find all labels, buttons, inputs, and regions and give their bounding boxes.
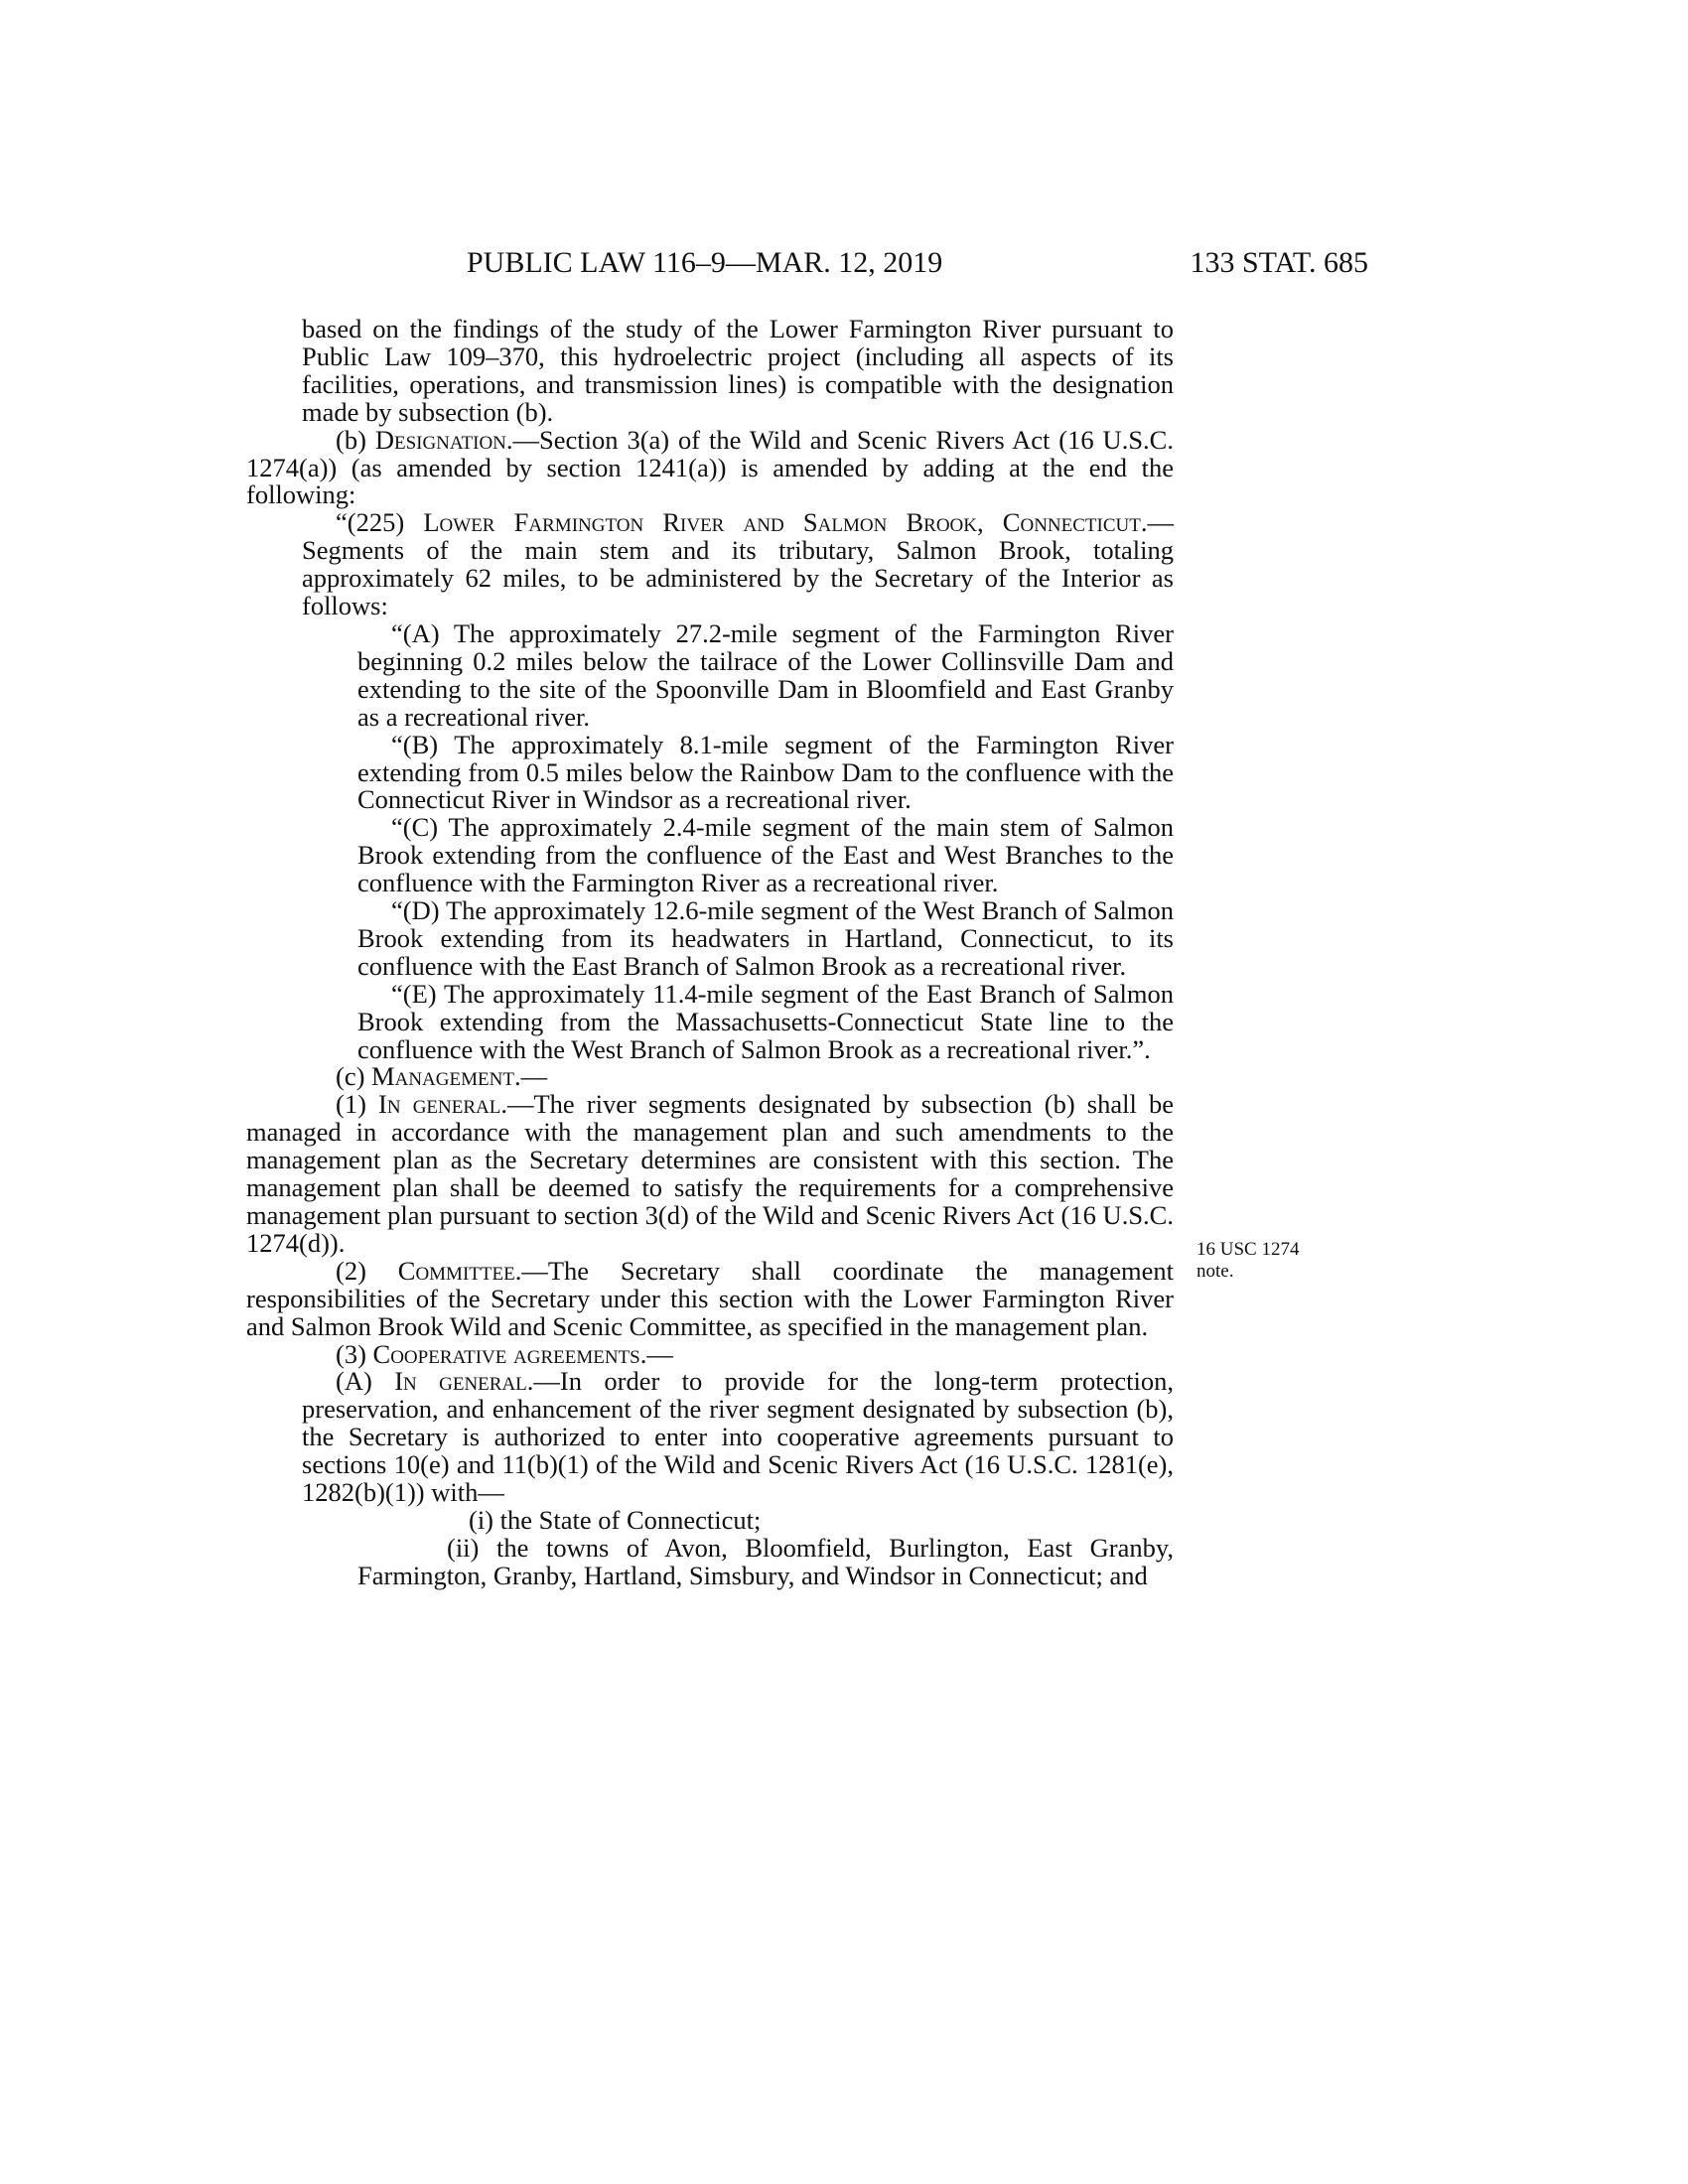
- subparagraph-c: “(C) The approximately 2.4-mile segment of the main stem of Salmon Brook extending from the confluence of the East and West Branches to the confluence with the Farmington River as a recreational river.: [357, 812, 1174, 898]
- paragraph-continuation: based on the findings of the study of the Lower Farmington River pursuant to Public Law 109–370, this hydroelectric project (including all aspects of its facilities, operations, and transmission lines) is compatible with the designation made by subsection (b).: [302, 314, 1174, 427]
- paragraph-2-committee: [246, 1255, 1174, 1341]
- subparagraph-a-in-general: [302, 1368, 1174, 1507]
- subparagraph-heading: In general: [394, 1366, 527, 1397]
- paragraph-heading: Committee: [397, 1255, 515, 1286]
- subparagraph-text: .—In order to provide for the long-term protection, preservation, and enhancement of the river segment designated by subsection (b), the Secretary is authorized to enter into cooperative agreements pursuant to sections 10(e) and 11(b)(1) of the Wild and Scenic Rivers Act (16 U.S.C. 1281(e), 1282(b)(1)) with—: [302, 1366, 1174, 1508]
- subparagraph-e: “(E) The approximately 11.4-mile segment of the East Branch of Salmon Brook extending from the Massachusetts-Connecticut State line to the confluence with the West Branch of Salmon Brook as a recreational river.”.: [357, 978, 1174, 1064]
- subsection-text: .—Section 3(a) of the Wild and Scenic Rivers Act (16 U.S.C. 1274(a)) (as amended by section 1241(a)) is amended by adding at the end the following:: [246, 424, 1174, 510]
- paragraph-3-cooperative-agreements: [246, 1338, 1174, 1369]
- subparagraph-d: “(D) The approximately 12.6-mile segment of the West Branch of Salmon Brook extending from its headwaters in Hartland, Connecticut, to its confluence with the East Branch of Salmon Brook as a recreational river.: [357, 895, 1174, 981]
- margin-note-citation: 16 USC 1274: [1196, 1239, 1300, 1260]
- paragraph-heading: Lower Farmington River and Salmon Brook, Connecticut: [423, 507, 1141, 538]
- subsection-b-designation: [246, 424, 1174, 510]
- page-header: [467, 246, 1368, 286]
- running-head: PUBLIC LAW 116–9—MAR. 12, 2019: [467, 246, 943, 279]
- paragraph-number: (2): [336, 1255, 398, 1286]
- subparagraph-a: “(A) The approximately 27.2-mile segment of the Farmington River beginning 0.2 miles below the tailrace of the Lower Collinsville Dam and extending to the site of the Spoonville Dam in Bloomfield and East Granby as a recreational river.: [357, 617, 1174, 732]
- paragraph-heading: Cooperative agreements: [372, 1338, 640, 1369]
- subsection-heading: Management: [371, 1061, 514, 1092]
- margin-note-label: note.: [1196, 1261, 1234, 1282]
- subsection-number: (b): [336, 424, 375, 455]
- paragraph-1-in-general: [246, 1091, 1174, 1257]
- subparagraph-b: “(B) The approximately 8.1-mile segment of the Farmington River extending from 0.5 miles below the Rainbow Dam to the confluence with the Connecticut River in Windsor as a recreational river.: [357, 729, 1174, 815]
- subsection-number: (c): [336, 1061, 372, 1092]
- paragraph-number: “(225): [336, 507, 424, 538]
- paragraph-text: .—The Secretary shall coordinate the management responsibilities of the Secretary under this section with the Lower Farmington River and Salmon Brook Wild and Scenic Committee, as specified in the management plan.: [246, 1255, 1174, 1341]
- paragraph-heading: In general: [378, 1089, 501, 1120]
- paragraph-number: (3): [336, 1338, 373, 1369]
- paragraph-number: (1): [336, 1089, 379, 1120]
- paragraph-text: .—The river segments designated by subsection (b) shall be managed in accordance with the management plan and such amendments to the management plan as the Secretary determines are consistent with this section. The management plan shall be deemed to satisfy the requirements for a comprehensive management plan pursuant to section 3(d) of the Wild and Scenic Rivers Act (16 U.S.C. 1274(d)).: [246, 1089, 1174, 1258]
- statute-body: [246, 314, 1174, 1590]
- clause-i: (i) the State of Connecticut;: [469, 1504, 762, 1535]
- subsection-dash: .—: [513, 1061, 548, 1092]
- paragraph-text: .—Segments of the main stem and its tributary, Salmon Brook, totaling approximately 62 miles, to be administered by the Secretary of the Interior as follows:: [302, 507, 1174, 621]
- paragraph-dash: .—: [639, 1338, 673, 1369]
- margin-note: [1196, 1239, 1326, 1283]
- statute-page-citation: 133 STAT. 685: [1190, 246, 1368, 279]
- subsection-c-management: [246, 1063, 1174, 1091]
- subsection-heading: Designation: [374, 424, 506, 455]
- paragraph-225: [302, 509, 1174, 620]
- clause-ii: (ii) the towns of Avon, Bloomfield, Burlington, East Granby, Farmington, Granby, Hartland, Simsbury, and Windsor in Connecticut; and: [357, 1532, 1174, 1590]
- subparagraph-number: (A): [336, 1366, 395, 1397]
